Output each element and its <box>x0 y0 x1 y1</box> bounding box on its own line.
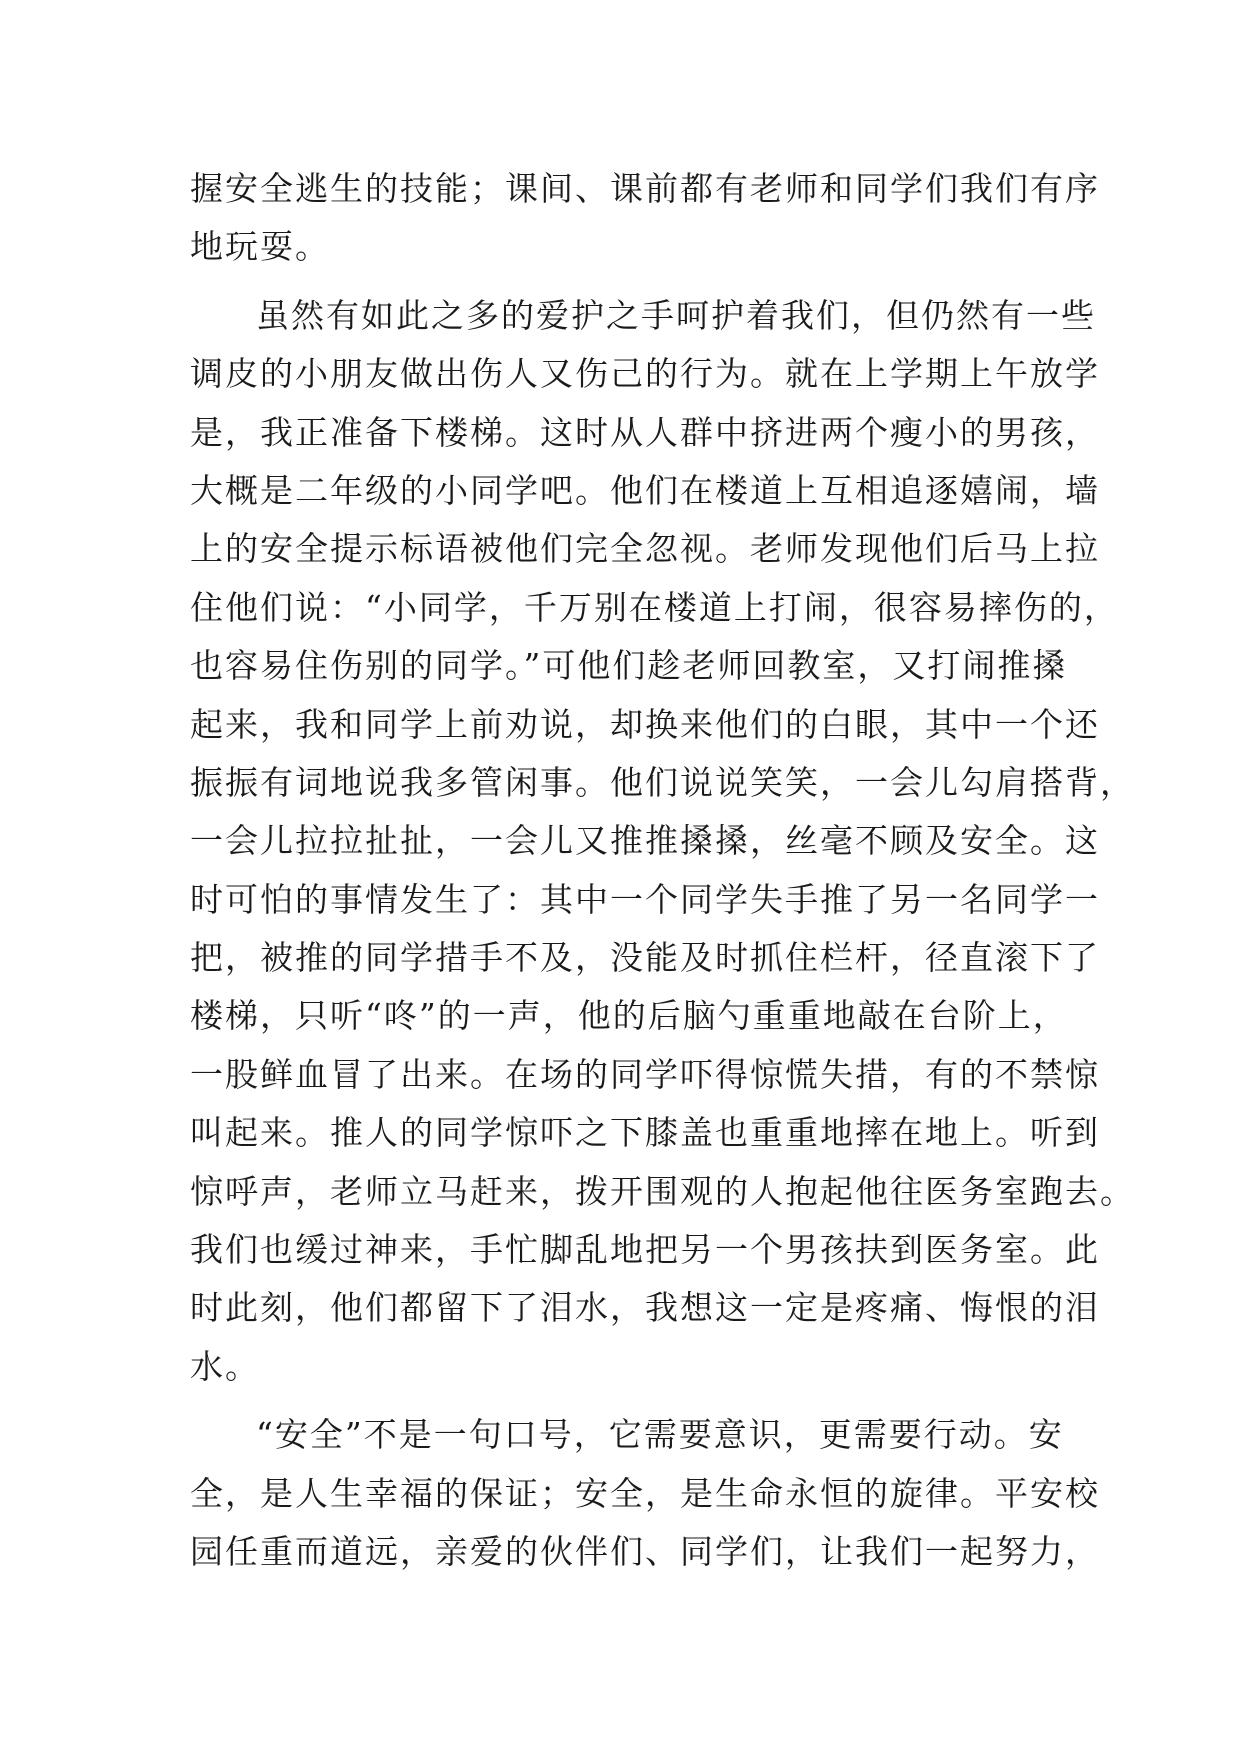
text-line: 上的安全提示标语被他们完全忽视。老师发现他们后马上拉 <box>190 529 1100 569</box>
text-line: 调皮的小朋友做出伤人又伤己的行为。就在上学期上午放学 <box>190 354 1100 394</box>
text-line: 一会儿拉拉扯扯，一会儿又推推搡搡，丝毫不顾及安全。这 <box>190 821 1100 861</box>
paragraph-3 <box>190 1406 1100 1581</box>
paragraph-2 <box>190 287 1135 1396</box>
text-line: 振振有词地说我多管闲事。他们说说笑笑，一会儿勾肩搭背， <box>190 762 1135 802</box>
text-line: 大概是二年级的小同学吧。他们在楼道上互相追逐嬉闹，墙 <box>190 470 1100 510</box>
text-line: 园任重而道远，亲爱的伙伴们、同学们，让我们一起努力， <box>190 1531 1100 1571</box>
paragraph-1 <box>190 160 1100 277</box>
text-line: 一股鲜血冒了出来。在场的同学吓得惊慌失措，有的不禁惊 <box>190 1054 1100 1094</box>
text-line: 住他们说：“小同学，千万别在楼道上打闹，很容易摔伤的， <box>190 587 1119 627</box>
text-line: 握安全逃生的技能；课间、课前都有老师和同学们我们有序 <box>190 169 1100 208</box>
text-line: 水。 <box>190 1346 260 1386</box>
text-line: 起来，我和同学上前劝说，却换来他们的白眼，其中一个还 <box>190 704 1100 744</box>
paragraph-gap <box>190 277 1060 287</box>
text-line: 全，是人生幸福的保证；安全，是生命永恒的旋律。平安校 <box>190 1473 1100 1513</box>
text-line: 是，我正准备下楼梯。这时从人群中挤进两个瘦小的男孩， <box>190 412 1100 452</box>
text-line: 楼梯，只听“咚”的一声，他的后脑勺重重地敲在台阶上， <box>190 996 1068 1036</box>
text-line: 虽然有如此之多的爱护之手呵护着我们，但仍然有一些 <box>256 295 1096 335</box>
body-text <box>190 160 1135 1581</box>
text-line: 时可怕的事情发生了：其中一个同学失手推了另一名同学一 <box>190 879 1100 919</box>
text-line: 叫起来。推人的同学惊吓之下膝盖也重重地摔在地上。听到 <box>190 1113 1100 1153</box>
text-line: 惊呼声，老师立马赶来，拨开围观的人抱起他往医务室跑去。 <box>190 1171 1135 1211</box>
text-line: 我们也缓过神来，手忙脚乱地把另一个男孩扶到医务室。此 <box>190 1230 1100 1270</box>
paragraph-gap <box>190 1396 1060 1406</box>
text-line: 时此刻，他们都留下了泪水，我想这一定是疼痛、悔恨的泪 <box>190 1288 1100 1328</box>
text-line: “安全”不是一句口号，它需要意识，更需要行动。安 <box>256 1415 1064 1455</box>
text-line: 地玩耍。 <box>190 227 330 267</box>
text-line: 也容易住伤别的同学。”可他们趁老师回教室，又打闹推搡 <box>190 646 1068 686</box>
text-line: 把，被推的同学措手不及，没能及时抓住栏杆，径直滚下了 <box>190 938 1100 978</box>
